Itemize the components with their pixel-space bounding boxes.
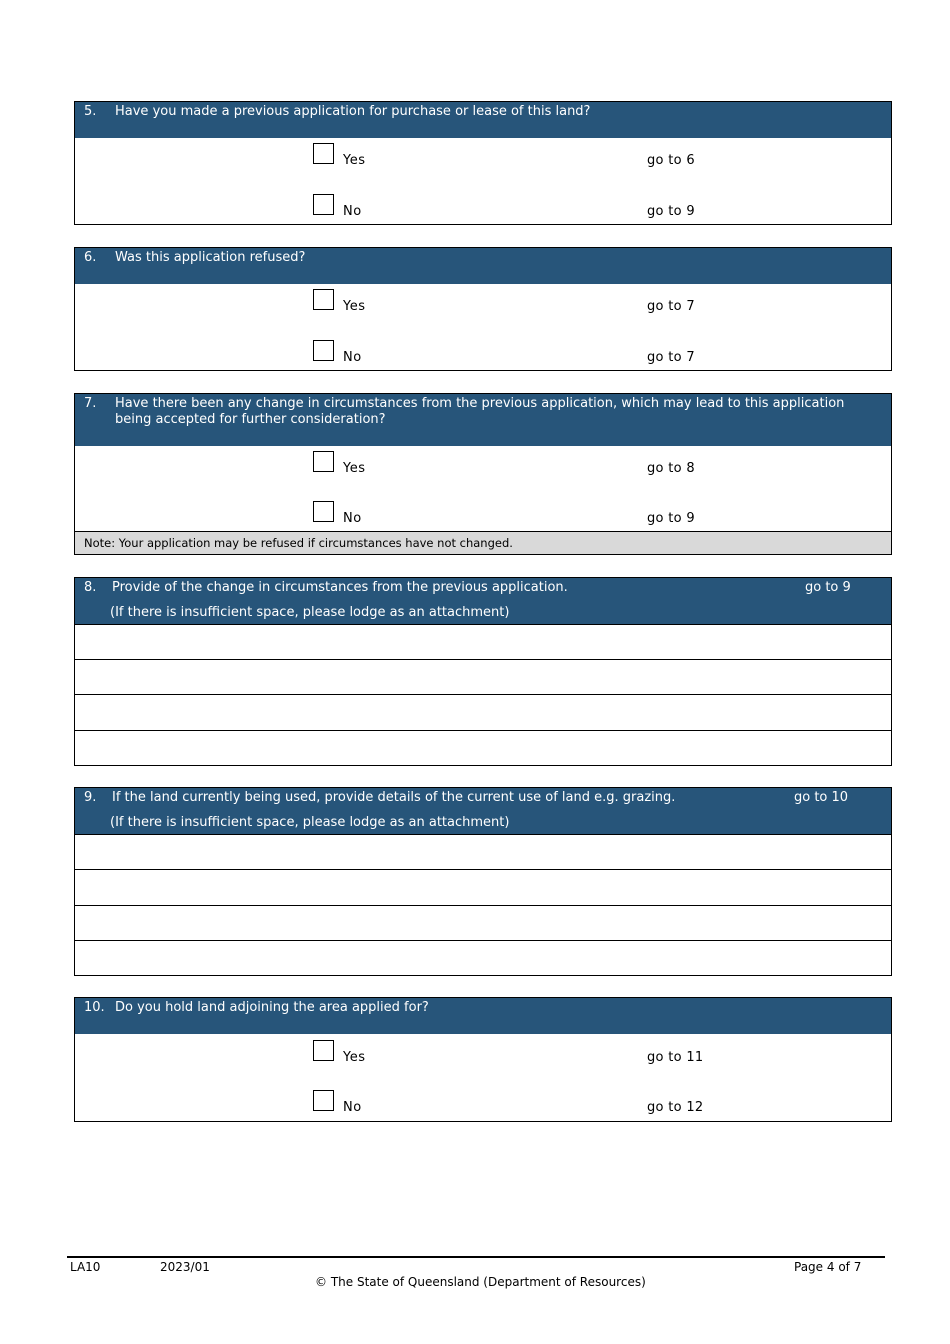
goto-text: go to 9 — [805, 580, 851, 595]
no-label: No — [343, 350, 362, 365]
yes-label: Yes — [343, 153, 366, 168]
yes-goto: go to 6 — [647, 153, 695, 168]
question-5-header — [75, 102, 891, 138]
form-code: LA10 — [70, 1260, 101, 1274]
page-number: Page 4 of 7 — [794, 1260, 862, 1274]
yes-goto: go to 7 — [647, 299, 695, 314]
question-10-block — [74, 997, 892, 1122]
no-goto: go to 7 — [647, 350, 695, 365]
question-7-header — [75, 394, 891, 446]
no-checkbox[interactable] — [313, 501, 334, 522]
no-label: No — [343, 204, 362, 219]
yes-checkbox[interactable] — [313, 1040, 334, 1061]
answer-line-3[interactable] — [75, 695, 891, 729]
question-5-block — [74, 101, 892, 225]
question-text: Have you made a previous application for purchase or lease of this land? — [115, 104, 591, 119]
footer-rule — [67, 1256, 885, 1258]
question-8-header — [75, 578, 891, 624]
no-checkbox[interactable] — [313, 340, 334, 361]
question-8-block — [74, 577, 892, 766]
answer-line-2[interactable] — [75, 660, 891, 694]
answer-line-1[interactable] — [75, 625, 891, 659]
question-text: Was this application refused? — [115, 250, 306, 265]
question-text: Do you hold land adjoining the area applied for? — [115, 1000, 429, 1015]
yes-label: Yes — [343, 461, 366, 476]
question-9-block — [74, 787, 892, 976]
question-text: Provide of the change in circumstances from the previous application. — [112, 580, 568, 595]
question-text: Have there been any change in circumstances from the previous application, which may lead to this application being accepted for further consideration? — [115, 396, 845, 427]
question-text: If the land currently being used, provide details of the current use of land e.g. grazing. — [112, 790, 676, 805]
subtext: (If there is insufficient space, please lodge as an attachment) — [110, 605, 510, 620]
yes-checkbox[interactable] — [313, 451, 334, 472]
no-label: No — [343, 1100, 362, 1115]
question-6-block — [74, 247, 892, 371]
yes-label: Yes — [343, 1050, 366, 1065]
answer-line-3[interactable] — [75, 906, 891, 940]
form-version: 2023/01 — [160, 1260, 210, 1274]
note-text: Note: Your application may be refused if circumstances have not changed. — [75, 531, 891, 554]
subtext: (If there is insufficient space, please lodge as an attachment) — [110, 815, 510, 830]
answer-line-4[interactable] — [75, 941, 891, 975]
yes-goto: go to 11 — [647, 1050, 704, 1065]
answer-line-2[interactable] — [75, 870, 891, 904]
no-label: No — [343, 511, 362, 526]
yes-checkbox[interactable] — [313, 143, 334, 164]
question-number: 6. — [84, 250, 97, 265]
question-number: 8. — [84, 580, 97, 595]
question-number: 10. — [84, 1000, 105, 1015]
yes-label: Yes — [343, 299, 366, 314]
question-9-header — [75, 788, 891, 834]
yes-goto: go to 8 — [647, 461, 695, 476]
question-6-header — [75, 248, 891, 284]
question-number: 9. — [84, 790, 97, 805]
question-number: 5. — [84, 104, 97, 119]
answer-line-1[interactable] — [75, 835, 891, 869]
no-checkbox[interactable] — [313, 1090, 334, 1111]
copyright: © The State of Queensland (Department of Resources) — [315, 1275, 646, 1289]
answer-line-4[interactable] — [75, 731, 891, 765]
yes-checkbox[interactable] — [313, 289, 334, 310]
no-goto: go to 12 — [647, 1100, 704, 1115]
no-checkbox[interactable] — [313, 194, 334, 215]
question-10-header — [75, 998, 891, 1034]
goto-text: go to 10 — [794, 790, 849, 805]
question-number: 7. — [84, 396, 97, 411]
question-7-block — [74, 393, 892, 555]
no-goto: go to 9 — [647, 204, 695, 219]
no-goto: go to 9 — [647, 511, 695, 526]
